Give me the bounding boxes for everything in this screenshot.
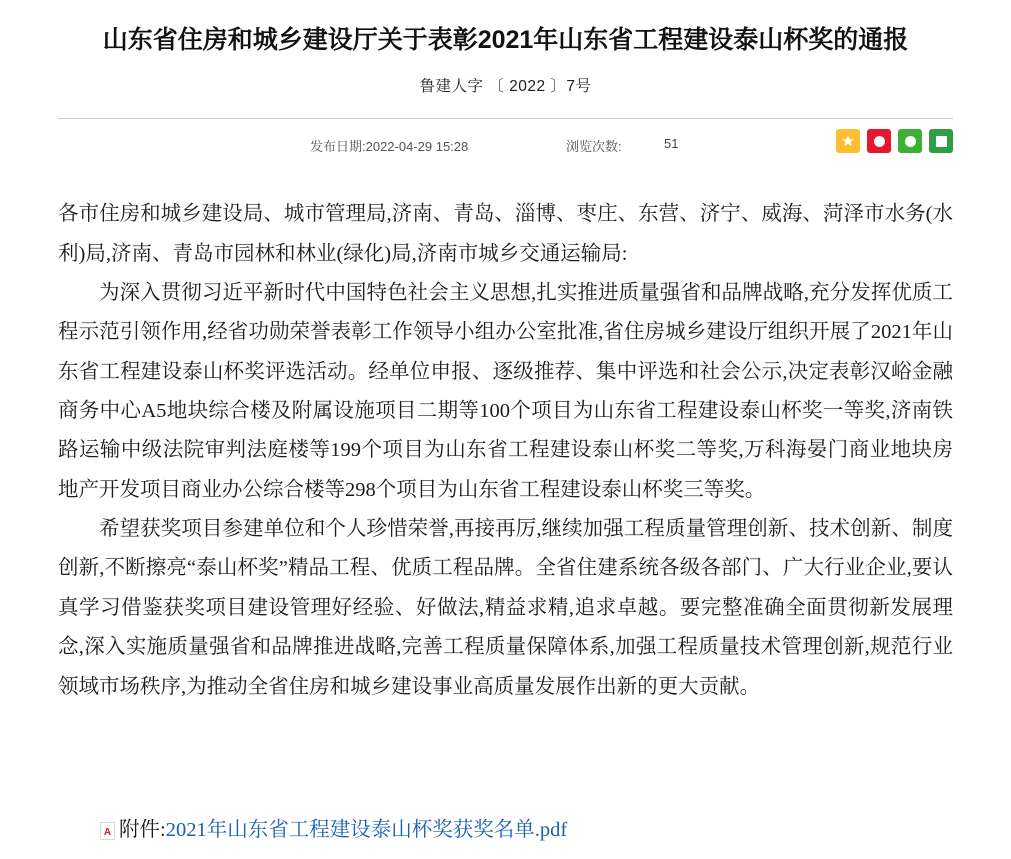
attachment-row[interactable] <box>100 816 567 845</box>
paragraph-recipients: 各市住房和城乡建设局、城市管理局,济南、青岛、淄博、枣庄、东营、济宁、威海、菏泽市水务(水利)局,济南、青岛市园林和林业(绿化)局,济南市城乡交通运输局: <box>58 203 953 265</box>
share-icon-group <box>836 129 953 153</box>
paragraph-expectations: 希望获奖项目参建单位和个人珍惜荣誉,再接再厉,继续加强工程质量管理创新、技术创新、制度创新,不断擦亮“泰山杯奖”精品工程、优质工程品牌。全省住建系统各级各部门、广大行业企业,要认真学习借鉴获奖项目建设管理好经验、好做法,精益求精,追求卓越。要完整准确全面贯彻新发展理念,深入实施质量强省和品牌推进战略,完善工程质量保障体系,加强工程质量技术管理创新,规范行业领域市场秩序,为推动全省住房和城乡建设事业高质量发展作出新的更大贡献。 <box>58 518 953 698</box>
views-count: 51 <box>664 136 679 152</box>
attachment-link[interactable]: 2021年山东省工程建设泰山杯奖获奖名单.pdf <box>165 819 568 842</box>
paragraph-background: 为深入贯彻习近平新时代中国特色社会主义思想,扎实推进质量强省和品牌战略,充分发挥优质工程示范引领作用,经省功勋荣誉表彰工作领导小组办公室批准,省住房城乡建设厅组织开展了2021年山东省工程建设泰山杯奖评选活动。经单位申报、逐级推荐、集中评选和社会公示,决定表彰汉峪金融商务中心A5地块综合楼及附属设施项目二期等100个项目为山东省工程建设泰山杯奖一等奖,济南铁路运输中级法院审判法庭楼等199个项目为山东省工程建设泰山杯奖二等奖,万科海晏门商业地块房地产开发项目商业办公综合楼等298个项目为山东省工程建设泰山杯奖三等奖。 <box>58 281 953 501</box>
page-title: 山东省住房和城乡建设厅关于表彰2021年山东省工程建设泰山杯奖的通报 <box>102 26 909 54</box>
qzone-share-icon[interactable]: ★ <box>836 129 860 153</box>
wechat-share-icon[interactable] <box>898 129 922 153</box>
document-number: 鲁建人字 〔 2022 〕7号 <box>419 78 592 96</box>
document-body <box>58 195 953 707</box>
douban-share-icon[interactable] <box>929 129 953 153</box>
document-meta-bar <box>58 119 953 165</box>
publish-date: 发布日期:2022-04-29 15:28 <box>310 139 469 155</box>
views-label: 浏览次数: <box>566 139 622 155</box>
pdf-file-icon <box>100 822 115 840</box>
weibo-share-icon[interactable] <box>867 129 891 153</box>
attachment-label: 附件: <box>119 819 166 842</box>
